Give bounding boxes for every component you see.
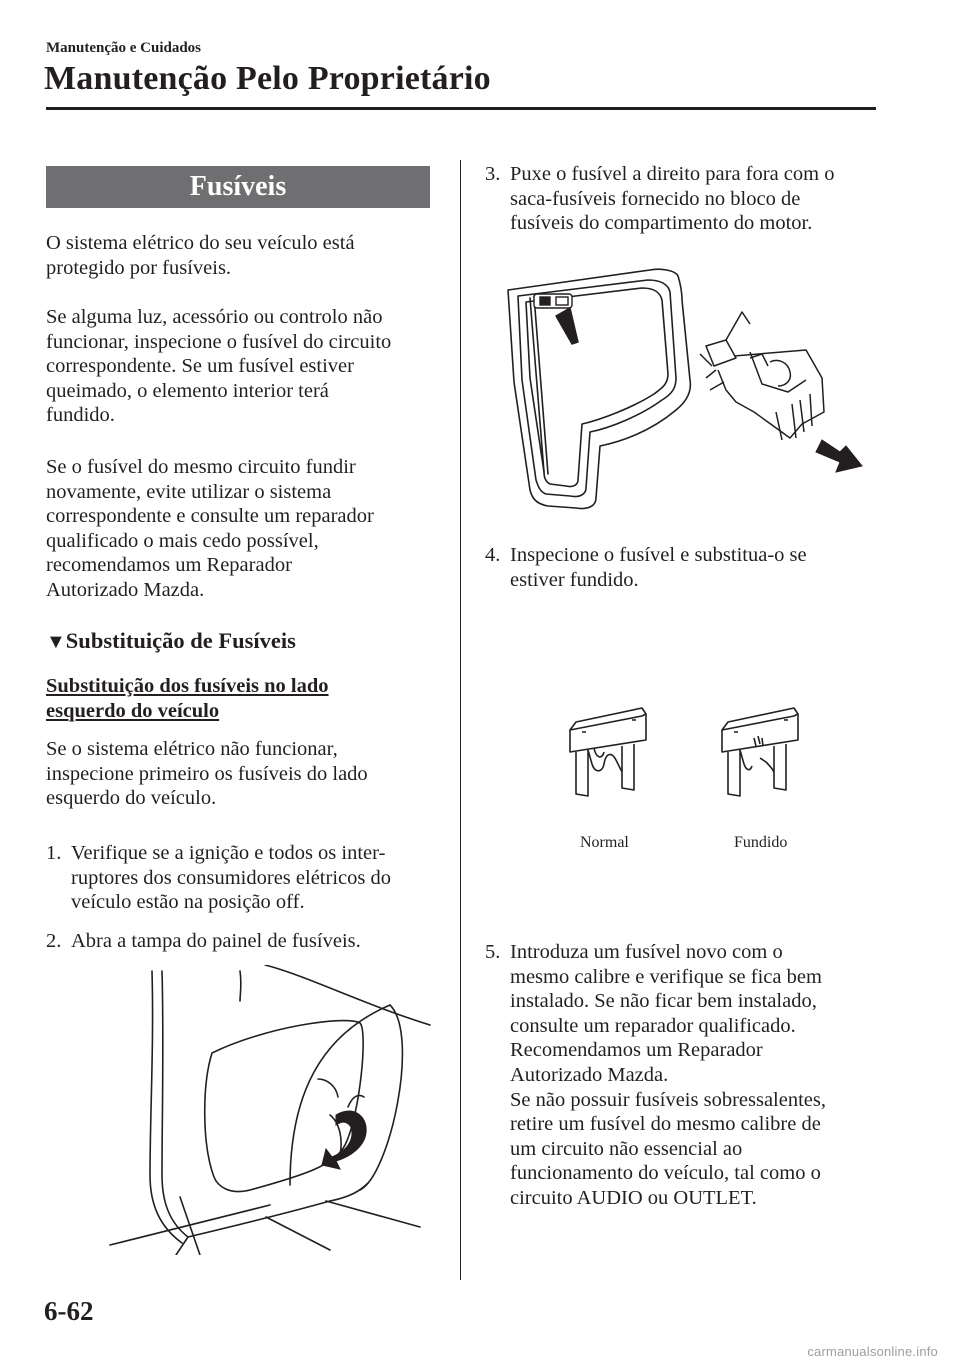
page-number: 6-62	[44, 1296, 94, 1326]
column-divider	[460, 160, 461, 1280]
watermark: carmanualsonline.info	[807, 1344, 938, 1359]
section-label: Manutenção e Cuidados	[46, 40, 202, 56]
step-2: 2. Abra a tampa do painel de fusíveis.	[46, 930, 361, 952]
intro-paragraph: O sistema elétrico do seu veículo está protegido por fusíveis.	[46, 232, 355, 279]
fuse-panel-cover-illustration	[90, 965, 440, 1255]
fuse-puller-illustration	[500, 262, 870, 512]
step-5: 5. Introduza um fusível novo com o mesmo calibre e verifique se fica bem instalado. Se não ficar bem instalado, consulte um reparador qualificado. Recomendamos um Reparador Autorizado Mazda. Se não possuir fusíveis sobressalentes, retire um fusível do mesmo calibre de um circuito não essencial ao funcionamento do veículo, tal como o circuito AUDIO ou OUTLET.	[485, 941, 826, 1209]
fuse-normal-illustration	[562, 702, 654, 802]
paragraph-repeat-failure: Se o fusível do mesmo circuito fundir novamente, evite utilizar o sistema correspondente e consulte um reparador qualificado o mais cedo possível, recomendamos um Reparador Autorizado Mazda.	[46, 456, 374, 601]
step-3: 3. Puxe o fusível a direito para fora com o saca-fusíveis fornecido no bloco de fusíveis do compartimento do motor.	[485, 163, 835, 235]
triangle-down-icon: ▼	[46, 631, 66, 653]
header-rule	[46, 107, 876, 110]
subheading: ▼Substituição de Fusíveis	[46, 628, 296, 653]
page-title: Manutenção Pelo Proprietário	[44, 60, 491, 97]
paragraph-inspect: Se alguma luz, acessório ou controlo não funcionar, inspecione o fusível do circuito correspondente. Se um fusível estiver queimado, o elemento interior terá fundido.	[46, 306, 392, 427]
fuse-blown-illustration	[714, 702, 806, 802]
step-1: 1. Verifique se a ignição e todos os inter- ruptores dos consumidores elétricos do veículo estão na posição off.	[46, 842, 391, 914]
paragraph-left-side: Se o sistema elétrico não funcionar, inspecione primeiro os fusíveis do lado esquerdo do veículo.	[46, 738, 368, 810]
section-banner: Fusíveis	[46, 166, 430, 208]
underlined-heading: Substituição dos fusíveis no lado esquerdo do veículo	[46, 675, 329, 722]
caption-blown: Fundido	[734, 834, 788, 851]
step-4: 4. Inspecione o fusível e substitua-o se estiver fundido.	[485, 544, 807, 591]
caption-normal: Normal	[580, 834, 629, 851]
